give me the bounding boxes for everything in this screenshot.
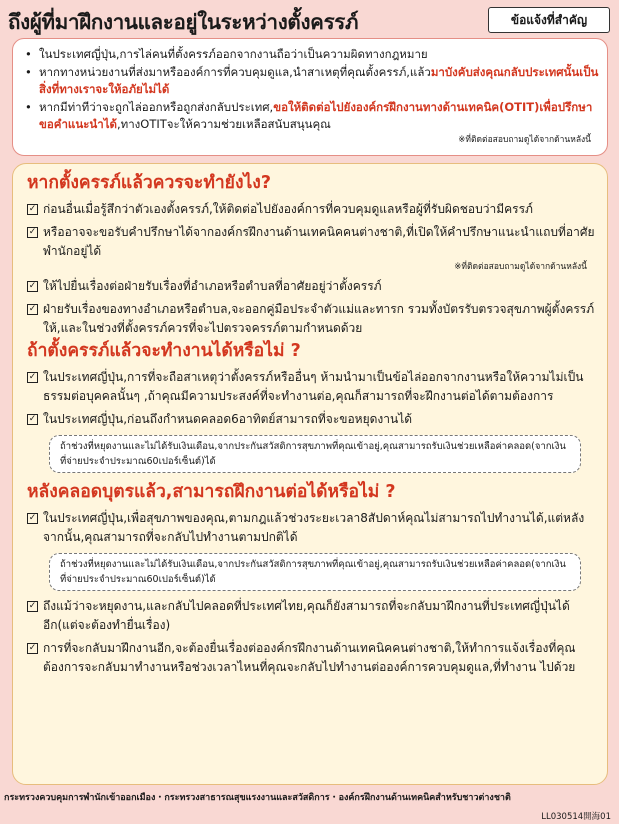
important-notice-badge: ข้อแจ้งที่สำคัญ (488, 7, 610, 33)
section-heading-can-work: ถ้าตั้งครรภ์แล้วจะทำงานได้หรือไม่ ? (27, 341, 301, 361)
key-point-1: • ในประเทศญี่ปุ่น,การไล่คนที่ตั้งครรภ์ออกจากงานถือว่าเป็นความผิดทางกฎหมาย (25, 46, 599, 64)
key-point-2-emphasis: มาบังคับส่งคุณกลับประเทศนั้นเป็นสิ่งที่ทางเราจะให้อภัยไม่ได้ (39, 64, 599, 96)
key-point-2: • หากทางหน่วยงานที่ส่งมาหรือองค์การที่ควบคุมดูแล,นำสาเหตุที่คุณตั้งครรภ์,แล้วมาบังคับส่งคุณกลับประเทศนั้นเป็นสิ่งที่ทางเราจะให้อภัยไม่ได้ (25, 64, 599, 99)
document-code: LL030514開海01 (541, 812, 611, 822)
check-icon: ✓ (28, 204, 37, 214)
key-points-box (12, 38, 608, 156)
check-icon: ✓ (28, 281, 37, 291)
check-icon: ✓ (28, 372, 37, 382)
contact-note: ※ที่ติดต่อสอบถามดูได้จากด้านหลังนี้ (458, 134, 591, 145)
issuing-organizations: กระทรวงควบคุมการพำนักเข้าออกเมือง・กระทรวงสาธารณสุขแรงงานและสวัสดิการ・องค์กรฝึกงานด้านเทคนิคสำหรับชาวต่างชาติ (4, 793, 511, 803)
benefit-note: ถ้าช่วงที่หยุดงานและไม่ได้รับเงินเดือน,จากประกันสวัสดิการสุขภาพที่คุณเข้าอยู่,คุณสามารถรับเงินช่วยเหลือค่าคลอด(จากเงินที่จ่ายประจำประมาณ60เปอร์เซ็นต์)ได้ (49, 435, 581, 473)
check-icon: ✓ (28, 304, 37, 314)
check-icon: ✓ (28, 601, 37, 611)
check-icon: ✓ (28, 414, 37, 424)
page-title: ถึงผู้ที่มาฝึกงานและอยู่ในระหว่างตั้งครรภ์ (8, 10, 359, 34)
checklist-item: ✓ ถึงแม้ว่าจะหยุดงาน,และกลับไปคลอดที่ประเทศไทย,คุณก็ยังสามารถที่จะกลับมาฝึกงานที่ประเทศญี่ปุ่นได้อีก(แต่จะต้องทำยื่นเรื่อง) (28, 599, 570, 632)
section-heading-what-to-do: หากตั้งครรภ์แล้วควรจะทำยังไง? (27, 173, 271, 193)
section-heading-after-birth: หลังคลอดบุตรแล้ว,สามารถฝึกงานต่อได้หรือไม่ ? (27, 482, 396, 502)
key-point-3-emphasis: ขอให้ติดต่อไปยังองค์กรฝึกงานทางด้านเทคนิค(OTIT)เพื่อปรึกษาขอคำแนะนำได้ (39, 99, 593, 131)
check-icon: ✓ (28, 227, 37, 237)
faq-box (12, 163, 608, 785)
contact-note: ※ที่ติดต่อสอบถามดูได้จากด้านหลังนี้ (454, 262, 587, 272)
checklist-item: ✓ ก่อนอื่นเมื่อรู้สึกว่าตัวเองตั้งครรภ์,ให้ติดต่อไปยังองค์การที่ควบคุมดูแลหรือผู้ที่รับผิดชอบว่ามีครรภ์ (28, 202, 533, 216)
checklist-item: ✓ การที่จะกลับมาฝึกงานอีก,จะต้องยื่นเรื่องต่อองค์กรฝึกงานด้านเทคนิคคนต่างชาติ,ให้ทำการแจ้งเรื่องที่คุณต้องการจะกลับมาทำงานหรือช่วงเวลาไหนที่คุณจะกลับไปทำงานต่อองค์การควบคุมดูแล,ที่ทำงาน ไปด้วย (28, 641, 576, 674)
checklist-item: ✓ ฝ่ายรับเรื่องของทางอำเภอหรือตำบล,จะออกคู่มือประจำตัวแม่และทารก รวมทั้งบัตรรับตรวจสุขภาพผู้ตั้งครรภ์ให้,และในช่วงที่ตั้งครรภ์ควรที่จะไปตรวจครรภ์ตามกำหนดด้วย (28, 302, 595, 335)
checklist-item: ✓ หรืออาจจะขอรับคำปรึกษาได้จากองค์กรฝึกงานด้านเทคนิคคนต่างชาติ,ที่เปิดให้คำปรึกษาแนะนำแถบที่อาศัยพำนักอยู่ได้ (28, 225, 595, 258)
key-point-3: • หากมีท่าทีว่าจะถูกไล่ออกหรือถูกส่งกลับประเทศ,ขอให้ติดต่อไปยังองค์กรฝึกงานทางด้านเทคนิค(OTIT)เพื่อปรึกษาขอคำแนะนำได้,ทางOTITจะให้ความช่วยเหลือสนับสนุนคุณ (25, 99, 599, 134)
checklist-item: ✓ ในประเทศญี่ปุ่น,การที่จะถือสาเหตุว่าตั้งครรภ์หรืออื่นๆ ห้ามนำมาเป็นข้อไล่ออกจากงานหรือให้ความไม่เป็นธรรมต่อบุคคลนั้นๆ ,ถ้าคุณมีความประสงค์ที่จะทำงานต่อ,คุณก็สามารถที่จะฝึกงานต่อได้ตามต้องการ (28, 370, 584, 403)
checklist-item: ✓ ให้ไปยื่นเรื่องต่อฝ่ายรับเรื่องที่อำเภอหรือตำบลที่อาศัยอยู่ว่าตั้งครรภ์ (28, 279, 382, 293)
check-icon: ✓ (28, 513, 37, 523)
check-icon: ✓ (28, 643, 37, 653)
checklist-item: ✓ ในประเทศญี่ปุ่น,เพื่อสุขภาพของคุณ,ตามกฎแล้วช่วงระยะเวลา8สัปดาห์คุณไม่สามารถไปทำงานได้,แต่หลังจากนั้น,คุณสามารถที่จะกลับไปทำงานตามปกติได้ (28, 511, 585, 544)
checklist-item: ✓ ในประเทศญี่ปุ่น,ก่อนถึงกำหนดคลอด6อาทิตย์สามารถที่จะขอหยุดงานได้ (28, 412, 413, 426)
benefit-note: ถ้าช่วงที่หยุดงานและไม่ได้รับเงินเดือน,จากประกันสวัสดิการสุขภาพที่คุณเข้าอยู่,คุณสามารถรับเงินช่วยเหลือค่าคลอด(จากเงินที่จ่ายประจำประมาณ60เปอร์เซ็นต์)ได้ (49, 553, 581, 591)
